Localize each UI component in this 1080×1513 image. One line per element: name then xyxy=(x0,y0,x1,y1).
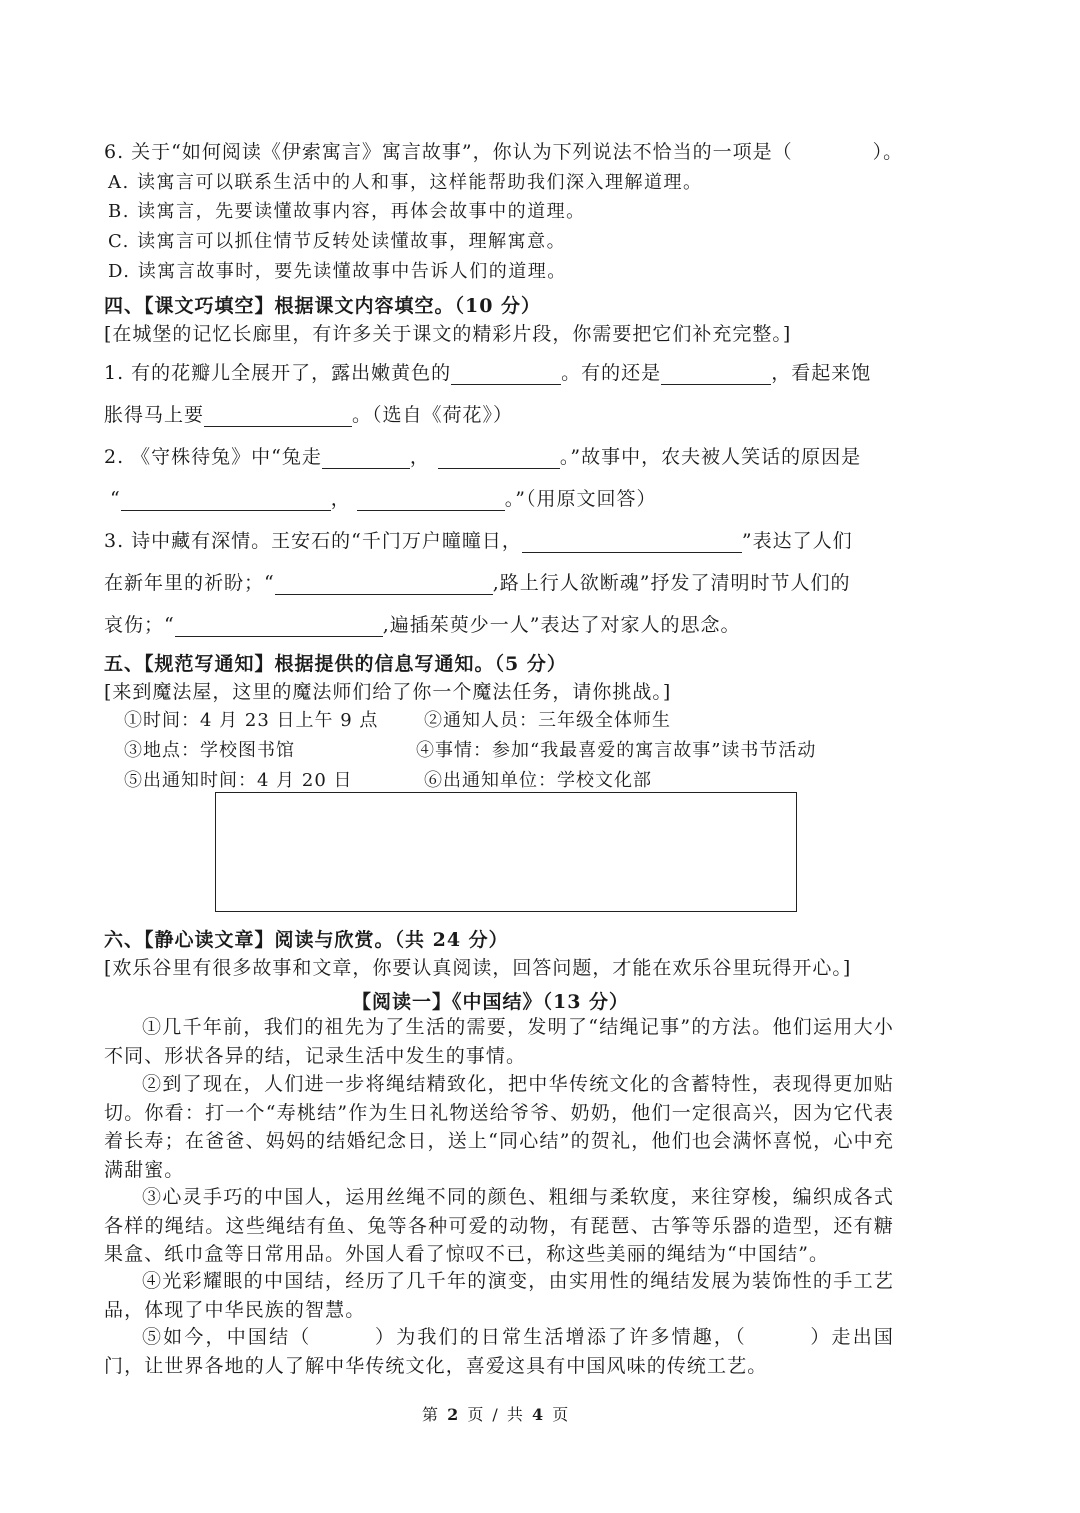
section6-intro: [欢乐谷里有很多故事和文章，你要认真阅读，回答问题，才能在欢乐谷里玩得开心。] xyxy=(104,957,852,979)
s4-q3-blank-3[interactable] xyxy=(175,616,383,637)
q6-option-c: C. 读寓言可以抓住情节反转处读懂故事，理解寓意。 xyxy=(108,231,567,252)
q6-option-a: A. 读寓言可以联系生活中的人和事，这样能帮助我们深入理解道理。 xyxy=(108,172,703,193)
s4-q1-line1 xyxy=(104,358,871,385)
s4-q2-blank-4[interactable] xyxy=(357,490,505,511)
footer-total-pages: 4 xyxy=(532,1405,546,1424)
s4-q2-blank-2[interactable] xyxy=(438,448,560,469)
s4-q3-blank-2[interactable] xyxy=(275,574,493,595)
s4-q3-text-f: ,遍插茱萸少一人”表达了对家人的思念。 xyxy=(382,614,741,636)
s4-q2-blank-3[interactable] xyxy=(121,490,331,511)
s4-q2-text-e: ， xyxy=(330,488,351,510)
s4-q3-line3 xyxy=(104,610,740,637)
notice-answer-box[interactable] xyxy=(215,792,797,912)
section5-intro: [来到魔法屋，这里的魔法师们给了你一个魔法任务，请你挑战。] xyxy=(104,681,672,703)
q6-option-d: D. 读寓言故事时，要先读懂故事中告诉人们的道理。 xyxy=(108,261,567,282)
notice-info-place: ③地点：学校图书馆 xyxy=(124,740,295,761)
s4-q1-text-c: ，看起来饱 xyxy=(771,362,872,384)
s4-q3-text-c: 在新年里的祈盼；“ xyxy=(104,572,275,594)
s4-q3-line1 xyxy=(104,526,853,553)
s4-q1-text-d: 胀得马上要 xyxy=(104,404,205,426)
s4-q2-text-c: 。”故事中，农夫被人笑话的原因是 xyxy=(559,446,862,468)
reading-paragraph-1: ①几千年前，我们的祖先为了生活的需要，发明了“结绳记事”的方法。他们运用大小不同、形状各异的结，记录生活中发生的事情。 xyxy=(104,1016,894,1067)
section4-intro: [在城堡的记忆长廊里，有许多关于课文的精彩片段，你需要把它们补充完整。] xyxy=(104,323,792,345)
s4-q1-blank-3[interactable] xyxy=(204,406,352,427)
notice-info-date: ⑤出通知时间：4 月 20 日 xyxy=(124,770,353,791)
s4-q3-text-e: 哀伤；“ xyxy=(104,614,175,636)
footer-post: 页 xyxy=(552,1405,571,1424)
s4-q1-text-a: 1. 有的花瓣儿全展开了，露出嫩黄色的 xyxy=(104,362,452,384)
reading-paragraph-4: ④光彩耀眼的中国结，经历了几千年的演变，由实用性的绳结发展为装饰性的手工艺品，体现了中华民族的智慧。 xyxy=(104,1270,894,1321)
s4-q2-line1 xyxy=(104,442,861,469)
section5-title: 五、【规范写通知】根据提供的信息写通知。（5 分） xyxy=(104,653,567,675)
section4-title: 四、【课文巧填空】根据课文内容填空。（10 分） xyxy=(104,295,542,317)
s4-q1-blank-1[interactable] xyxy=(451,364,561,385)
s4-q1-text-b: 。有的还是 xyxy=(561,362,662,384)
s4-q2-line2 xyxy=(110,484,656,511)
q6-stem: 6. 关于“如何阅读《伊索寓言》寓言故事”，你认为下列说法不恰当的一项是（ ）。 xyxy=(104,141,904,163)
s4-q3-blank-1[interactable] xyxy=(522,532,742,553)
reading-title: 【阅读一】《中国结》（13 分） xyxy=(352,991,630,1013)
s4-q1-text-e: 。（选自《荷花》） xyxy=(352,404,514,426)
s4-q2-text-b: ， xyxy=(409,446,430,468)
s4-q2-text-d: “ xyxy=(110,488,121,510)
notice-info-issuer: ⑥出通知单位：学校文化部 xyxy=(424,770,652,791)
s4-q1-blank-2[interactable] xyxy=(661,364,771,385)
s4-q3-text-a: 3. 诗中藏有深情。王安石的“千门万户曈曈日， xyxy=(104,530,522,552)
s4-q2-text-a: 2. 《守株待兔》中“兔走 xyxy=(104,446,322,468)
s4-q2-blank-1[interactable] xyxy=(322,448,410,469)
footer-mid: 页 / 共 xyxy=(467,1405,525,1424)
page-footer xyxy=(422,1402,570,1425)
s4-q1-line2 xyxy=(104,400,513,427)
s4-q2-text-f: 。”（用原文回答） xyxy=(504,488,657,510)
s4-q3-text-b: ”表达了人们 xyxy=(741,530,853,552)
notice-info-time: ①时间：4 月 23 日上午 9 点 xyxy=(124,710,379,731)
footer-pre: 第 xyxy=(422,1405,441,1424)
s4-q3-text-d: ,路上行人欲断魂”抒发了清明时节人们的 xyxy=(492,572,851,594)
reading-paragraph-5: ⑤如今，中国结（ ）为我们的日常生活增添了许多情趣，（ ）走出国门，让世界各地的人了解中华传统文化，喜爱这具有中国风味的传统工艺。 xyxy=(104,1326,894,1377)
reading-paragraph-3: ③心灵手巧的中国人，运用丝绳不同的颜色、粗细与柔软度，来往穿梭，编织成各式各样的绳结。这些绳结有鱼、兔等各种可爱的动物，有琵琶、古筝等乐器的造型，还有糖果盒、纸巾盒等日常用品。外国人看了惊叹不已，称这些美丽的绳结为“中国结”。 xyxy=(104,1186,894,1265)
q6-option-b: B. 读寓言，先要读懂故事内容，再体会故事中的道理。 xyxy=(108,201,586,222)
notice-info-audience: ②通知人员：三年级全体师生 xyxy=(424,710,671,731)
reading-paragraph-2: ②到了现在，人们进一步将绳结精致化，把中华传统文化的含蓄特性，表现得更加贴切。你看：打一个“寿桃结”作为生日礼物送给爷爷、奶奶，他们一定很高兴，因为它代表着长寿；在爸爸、妈妈的结婚纪念日，送上“同心结”的贺礼，他们也会满怀喜悦，心中充满甜蜜。 xyxy=(104,1073,894,1181)
section6-title: 六、【静心读文章】阅读与欣赏。（共 24 分） xyxy=(104,929,509,951)
notice-info-event: ④事情：参加“我最喜爱的寓言故事”读书节活动 xyxy=(416,740,817,761)
footer-page-number: 2 xyxy=(447,1405,461,1424)
s4-q3-line2 xyxy=(104,568,850,595)
